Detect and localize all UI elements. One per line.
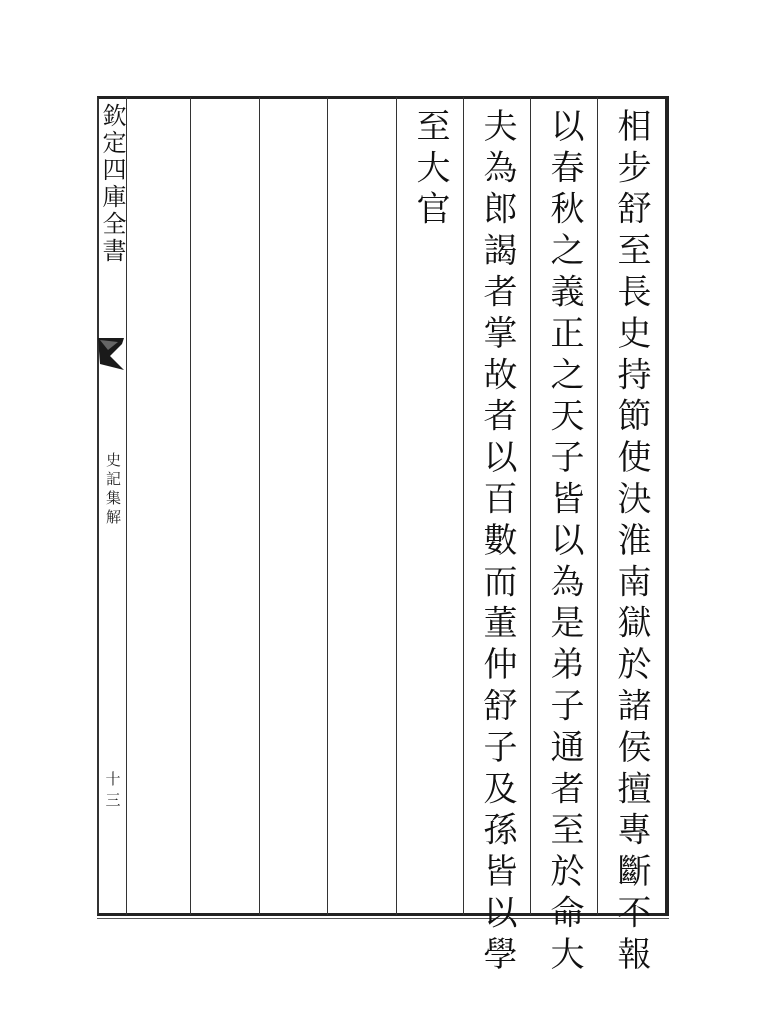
column-rule [396, 97, 397, 915]
text-column-2: 以春秋之義正之天子皆以為是弟子通者至於命大 [544, 108, 584, 978]
banxin-page-number: 十三 [105, 770, 121, 809]
text-column-4: 至大官 [410, 108, 450, 233]
fishtail-mark-icon [98, 334, 124, 374]
column-rule [463, 97, 464, 915]
column-rule [530, 97, 531, 915]
column-rule [190, 97, 191, 915]
column-rule [327, 97, 328, 915]
text-column-1: 相步舒至長史持節使決淮南獄於諸侯擅專斷不報 [611, 108, 651, 978]
banxin-title: 欽定四庫全書 [98, 103, 126, 265]
column-rule [597, 97, 598, 915]
banxin-book-title: 史記集解 [104, 452, 122, 528]
column-rule [259, 97, 260, 915]
text-column-3: 夫為郎謁者掌故者以百數而董仲舒子及孫皆以學 [477, 108, 517, 978]
